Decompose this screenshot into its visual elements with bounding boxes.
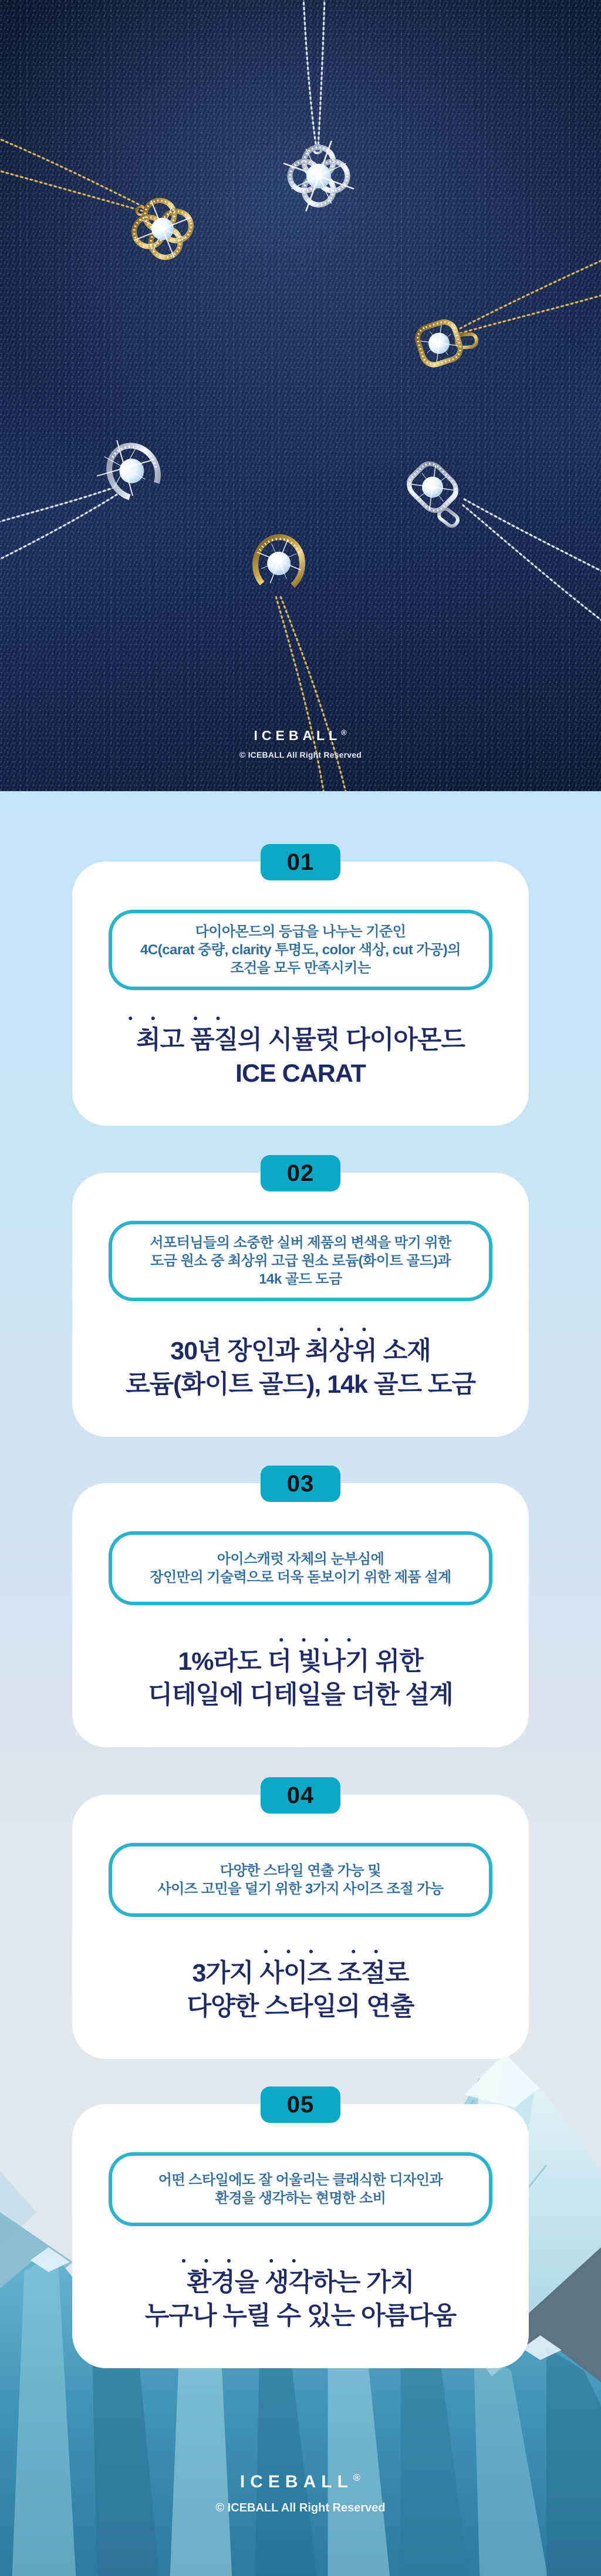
hero-brand-block [0,728,601,759]
gold-square-pendant [408,308,483,375]
feature-heading: 30년 장인과 최상위 소재 로듐(화이트 골드), 14k 골드 도금 [125,1337,476,1399]
feature-number-badge [261,844,340,880]
feature-number-badge [261,1155,340,1191]
gold-clover-pendant [120,187,204,271]
feature-info-box [109,1843,492,1917]
necklace-chains [0,0,601,791]
feature-section-02 [0,1155,601,1440]
emphasis-dots: ●●● [316,1324,384,1333]
feature-number: 01 [286,849,315,875]
feature-heading: 환경을 생각하는 가치 누구나 누릴 수 있는 아름다움 [144,2268,457,2330]
emphasis-dots: ●●●● [279,1635,369,1644]
feature-info-box [109,2152,492,2226]
info-line: 환경을 생각하는 현명한 소비 [215,2190,386,2206]
registered-mark-icon: ® [353,2473,362,2483]
feature-info-box [109,910,492,990]
feature-number: 05 [286,2091,315,2118]
info-line: 14k 골드 도금 [259,1271,342,1287]
feature-heading: 최고 품질의 시뮬럿 다이아몬드 ICE CARAT [136,1026,465,1088]
footer-copyright: © ICEBALL All Right Reserved [215,2501,386,2514]
footer [0,2472,601,2515]
feature-section-01 [0,844,601,1129]
info-line: 아이스캐럿 자체의 눈부심에 [217,1551,384,1567]
info-line: 도금 원소 중 최상위 고급 원소 로듐(화이트 골드)과 [150,1253,451,1269]
silver-teardrop-pendant [79,421,171,514]
feature-section-03 [0,1466,601,1751]
info-line: 조건을 모두 만족시키는 [230,960,371,976]
hero-brand-logo: ICEBALL® [254,728,347,743]
feature-number: 04 [286,1782,315,1808]
registered-mark-icon: ® [341,728,347,737]
feature-section-05 [0,2087,601,2372]
feature-info-box [109,1221,492,1301]
info-line: 다양한 스타일 연출 가능 및 [220,1863,381,1879]
hero-photo [0,0,601,791]
feature-number: 03 [286,1470,315,1497]
necklaces-photo-art [0,0,601,791]
feature-number-badge [261,2087,340,2123]
feature-section-04 [0,1777,601,2062]
info-line: 사이즈 고민을 덜기 위한 3가지 사이즈 조절 가능 [157,1881,444,1897]
info-line: 4C(carat 중량, clarity 투명도, color 색상, cut 가공)의 [140,942,461,958]
info-line: 다이아몬드의 등급을 나누는 기준인 [195,924,406,940]
emphasis-dots: ●●● ●● [263,1946,397,1956]
info-line: 서포터님들의 소중한 실버 제품의 변색을 막기 위한 [150,1235,451,1251]
emphasis-dots: ●● ●● [128,1013,238,1022]
gold-teardrop-pendant [247,529,311,593]
feature-number-badge [261,1777,340,1814]
feature-heading: 3가지 사이즈 조절로 다양한 스타일의 연출 [187,1959,414,2021]
footer-brand-logo: ICEBALL® [239,2472,362,2491]
feature-number: 02 [286,1160,315,1186]
hero-copyright: © ICEBALL All Right Reserved [239,750,362,759]
info-line: 어떤 스타일에도 잘 어울리는 클래식한 디자인과 [158,2172,443,2188]
emphasis-dots: ●●● ●● [181,2256,315,2265]
feature-heading: 1%라도 더 빛나기 위한 디테일에 디테일을 더한 설계 [148,1647,453,1709]
silver-rhombus-pendant [404,459,461,528]
feature-info-box [109,1531,492,1605]
feature-number-badge [261,1466,340,1502]
info-line: 장인만의 기술력으로 더욱 돋보이기 위한 제품 설계 [150,1569,451,1585]
